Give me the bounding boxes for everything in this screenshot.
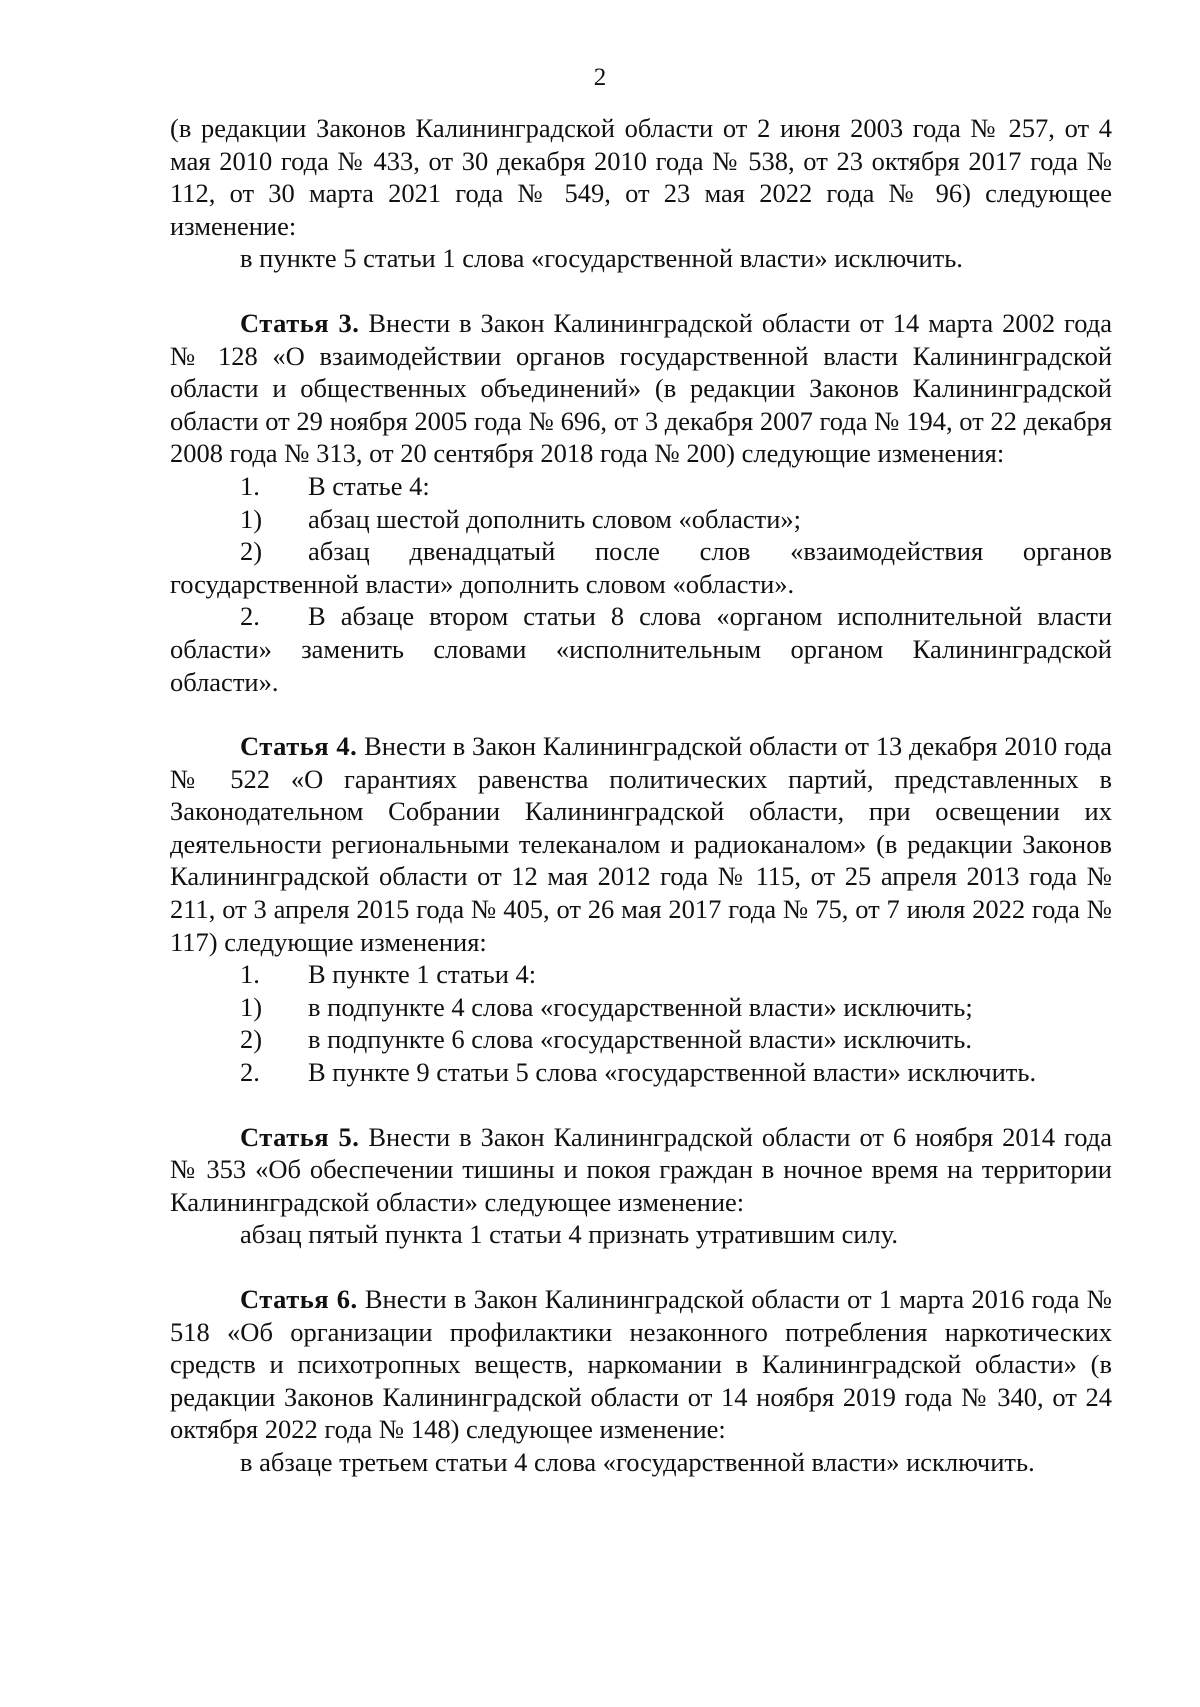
- item-number: 2): [240, 536, 263, 567]
- article-6-label: Статья 6.: [240, 1284, 358, 1314]
- article-3-item: [170, 503, 1112, 536]
- article-4-item: [170, 991, 1112, 1024]
- article-6-change: в абзаце третьем статьи 4 слова «государственной власти» исключить.: [240, 1446, 1035, 1477]
- intro-paragraph: (в редакции Законов Калининградской области от 2 июня 2003 года № 257, от 4 мая 2010 года № 433, от 30 декабря 2010 года № 538, от 23 октября 2017 года № 112, от 30 марта 2021 года № 549, от 23 мая 2022 года № 96) следующее изменение:: [170, 113, 1112, 241]
- article-6-text: Внести в Закон Калининградской области от 1 марта 2016 года № 518 «Об организации профилактики незаконного потребления наркотических средств и психотропных веществ, наркомании в Калининградской области» (в редакции Законов Калининградской области от 14 ноября 2019 года № 340, от 24 октября 2022 года № 148) следующее изменение:: [170, 1284, 1112, 1445]
- item-number: 2.: [240, 601, 260, 632]
- item-number: 2.: [240, 1057, 260, 1088]
- item-text: В абзаце втором статьи 8 слова «органом исполнительной власти области» заменить словами «исполнительным органом Калининградской области».: [170, 601, 1112, 697]
- item-text: абзац двенадцатый после слов «взаимодействия органов государственной власти» дополнить словом «области».: [170, 536, 1112, 599]
- article-4-item: [170, 1056, 1112, 1089]
- article-3-paragraph: [170, 307, 1112, 470]
- item-number: 1.: [240, 959, 260, 990]
- item-text: В пункте 9 статьи 5 слова «государственной власти» исключить.: [308, 1057, 1037, 1088]
- item-text: в подпункте 4 слова «государственной власти» исключить;: [308, 991, 973, 1022]
- item-number: 1): [240, 991, 263, 1022]
- article-4-paragraph: [170, 730, 1112, 958]
- article-5-label: Статья 5.: [240, 1121, 360, 1152]
- article-5-text: Внести в Закон Калининградской области от 6 ноября 2014 года № 353 «Об обеспечении тишины и покоя граждан в ночное время на территории Калининградской области» следующее изменение:: [170, 1121, 1113, 1217]
- document-body: [170, 112, 1112, 1479]
- item-text: абзац шестой дополнить словом «области»;: [308, 503, 802, 534]
- article-3-text: Внести в Закон Калининградской области от 14 марта 2002 года № 128 «О взаимодействии органов государственной власти Калининградской области и общественных объединений» (в редакции Законов Калининградской области от 29 ноября 2005 года № 696, от 3 декабря 2007 года № 194, от 22 декабря 2008 года № 313, от 20 сентября 2018 года № 200) следующие изменения:: [170, 307, 1112, 469]
- page-number: 2: [593, 64, 607, 91]
- intro-change: в пункте 5 статьи 1 слова «государственной власти» исключить.: [240, 243, 963, 274]
- item-number: 1): [240, 503, 263, 534]
- article-3-item: [170, 535, 1112, 600]
- item-number: 2): [240, 1024, 263, 1055]
- article-4-text: Внести в Закон Калининградской области от 13 декабря 2010 года № 522 «О гарантиях равенства политических партий, представленных в Законодательном Собрании Калининградской области, при освещении их деятельности региональными телеканалом и радиоканалом» (в редакции Законов Калининградской области от 12 мая 2012 года № 115, от 25 апреля 2013 года № 211, от 3 апреля 2015 года № 405, от 26 мая 2017 года № 75, от 7 июля 2022 года № 117) следующие изменения:: [170, 731, 1113, 957]
- article-3-item: [170, 600, 1112, 698]
- article-5-paragraph: [170, 1121, 1112, 1219]
- article-4-label: Статья 4.: [240, 731, 358, 762]
- article-3-item: [170, 470, 1112, 503]
- article-3-label: Статья 3.: [240, 307, 360, 338]
- article-4-item: [170, 1023, 1112, 1056]
- item-number: 1.: [240, 470, 260, 501]
- article-5-change: абзац пятый пункта 1 статьи 4 признать утратившим силу.: [240, 1219, 898, 1250]
- item-text: В пункте 1 статьи 4:: [308, 959, 537, 990]
- article-4-item: [170, 958, 1112, 991]
- item-text: в подпункте 6 слова «государственной власти» исключить.: [308, 1024, 972, 1055]
- article-6-paragraph: [170, 1283, 1112, 1446]
- item-text: В статье 4:: [308, 470, 430, 501]
